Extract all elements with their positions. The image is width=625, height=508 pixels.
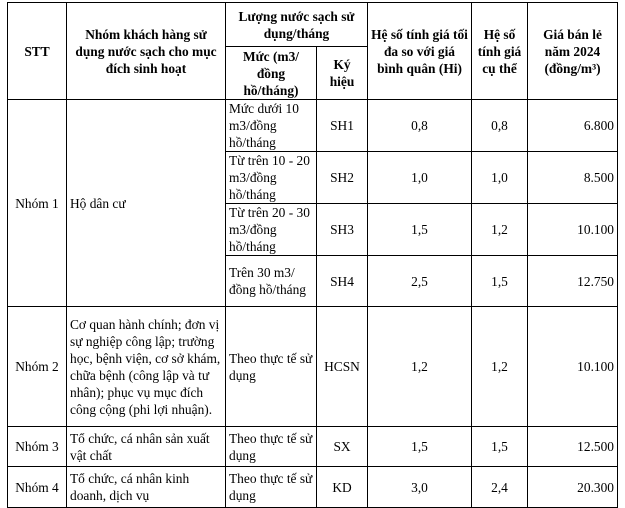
group-name: Tổ chức, cá nhân kinh doanh, dịch vụ <box>67 467 226 508</box>
price-cell: 8.500 <box>528 152 618 204</box>
group-stt: Nhóm 4 <box>8 467 67 508</box>
symbol-cell: SH2 <box>317 152 368 204</box>
max-coefficient-cell: 1,0 <box>368 152 472 204</box>
group-name: Hộ dân cư <box>67 100 226 307</box>
symbol-cell: KD <box>317 467 368 508</box>
coefficient-cell: 2,4 <box>472 467 528 508</box>
coefficient-cell: 1,5 <box>472 256 528 307</box>
group-name: Tổ chức, cá nhân sản xuất vật chất <box>67 427 226 467</box>
max-coefficient-cell: 2,5 <box>368 256 472 307</box>
max-coefficient-cell: 1,5 <box>368 204 472 256</box>
usage-level: Theo thực tế sử dụng <box>226 427 317 467</box>
table-row <box>8 467 618 508</box>
header-coefficient: Hệ số tính giá cụ thể <box>472 3 528 100</box>
coefficient-cell: 1,5 <box>472 427 528 467</box>
coefficient-cell: 1,2 <box>472 307 528 427</box>
max-coefficient-cell: 3,0 <box>368 467 472 508</box>
price-cell: 12.500 <box>528 427 618 467</box>
symbol-cell: HCSN <box>317 307 368 427</box>
coefficient-cell: 1,0 <box>472 152 528 204</box>
table-row <box>8 427 618 467</box>
header-max-coefficient: Hệ số tính giá tối đa so với giá bình quân (Hi) <box>368 3 472 100</box>
symbol-cell: SH1 <box>317 100 368 152</box>
max-coefficient-cell: 1,5 <box>368 427 472 467</box>
max-coefficient-cell: 1,2 <box>368 307 472 427</box>
symbol-cell: SX <box>317 427 368 467</box>
coefficient-cell: 1,2 <box>472 204 528 256</box>
usage-level: Theo thực tế sử dụng <box>226 467 317 508</box>
price-cell: 6.800 <box>528 100 618 152</box>
header-customer-group: Nhóm khách hàng sử dụng nước sạch cho mục đích sinh hoạt <box>67 3 226 100</box>
header-water-volume: Lượng nước sạch sử dụng/tháng <box>226 3 368 47</box>
usage-level: Theo thực tế sử dụng <box>226 307 317 427</box>
table-row <box>8 100 618 152</box>
usage-level: Trên 30 m3/đồng hồ/tháng <box>226 256 317 307</box>
header-level: Mức (m3/đồng hồ/tháng) <box>226 47 317 100</box>
usage-level: Từ trên 20 - 30 m3/đồng hồ/tháng <box>226 204 317 256</box>
group-stt: Nhóm 1 <box>8 100 67 307</box>
price-cell: 10.100 <box>528 307 618 427</box>
price-cell: 10.100 <box>528 204 618 256</box>
price-cell: 12.750 <box>528 256 618 307</box>
water-price-table <box>7 2 618 508</box>
price-cell: 20.300 <box>528 467 618 508</box>
header-row <box>8 3 618 47</box>
header-retail-price: Giá bán lẻ năm 2024 (đồng/m³) <box>528 3 618 100</box>
header-symbol: Ký hiệu <box>317 47 368 100</box>
group-stt: Nhóm 2 <box>8 307 67 427</box>
usage-level: Mức dưới 10 m3/đồng hồ/tháng <box>226 100 317 152</box>
symbol-cell: SH4 <box>317 256 368 307</box>
group-name: Cơ quan hành chính; đơn vị sự nghiệp công lập; trường học, bệnh viện, cơ sở khám, chữa bệnh (công lập và tư nhân); phục vụ mục đích công cộng (phi lợi nhuận). <box>67 307 226 427</box>
symbol-cell: SH3 <box>317 204 368 256</box>
coefficient-cell: 0,8 <box>472 100 528 152</box>
group-stt: Nhóm 3 <box>8 427 67 467</box>
usage-level: Từ trên 10 - 20 m3/đồng hồ/tháng <box>226 152 317 204</box>
max-coefficient-cell: 0,8 <box>368 100 472 152</box>
header-stt: STT <box>8 3 67 100</box>
table-row <box>8 307 618 427</box>
